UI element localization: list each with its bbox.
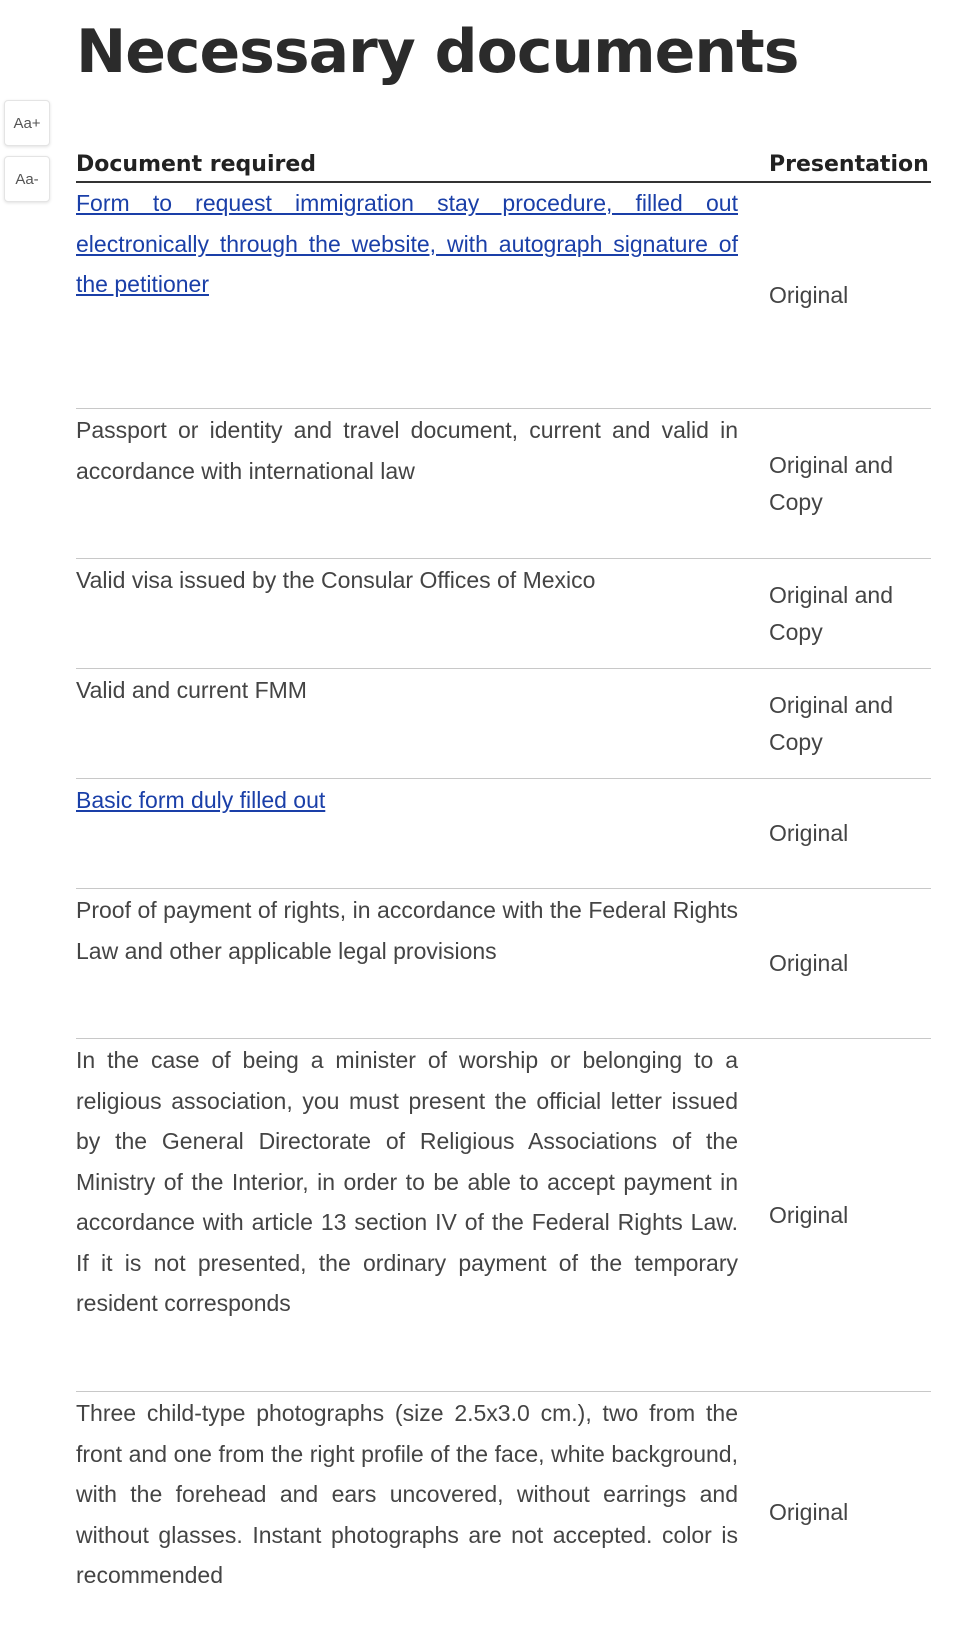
font-size-controls [4,100,52,212]
column-header-document: Document required [76,152,317,177]
documents-table [76,150,931,1632]
presentation-cell: Original and Copy [769,451,894,515]
document-cell: Proof of payment of rights, in accordance with the Federal Rights Law and other applicable legal provisions [76,897,738,964]
presentation-cell: Original [769,1498,849,1525]
presentation-cell: Original and Copy [769,691,894,755]
presentation-cell: Original [769,950,849,976]
increase-font-button[interactable]: Aa+ [4,100,50,146]
document-cell [76,183,738,408]
table-row [76,889,931,1039]
presentation-cell: Original and Copy [769,581,894,645]
document-cell: Three child-type photographs (size 2.5x3.0 cm.), two from the front and one from the right profile of the face, white background, with the forehead and ears uncovered, without earrings and without glasses. Instant photographs are not accepted. color is recommended [76,1400,738,1588]
presentation-cell: Original [769,820,849,846]
presentation-cell: Original [769,282,849,308]
table-row [76,1392,931,1632]
table-row [76,1039,931,1392]
table-row [76,559,931,669]
basic-form-link[interactable]: Basic form duly filled out [76,787,326,813]
table-header [76,150,931,183]
document-cell [76,779,738,888]
document-cell: In the case of being a minister of worship or belonging to a religious association, you must present the official letter issued by the General Directorate of Religious Associations of the Ministry of the Interior, in order to be able to accept payment in accordance with article 13 section IV of the Federal Rights Law. If it is not presented, the ordinary payment of the temporary resident corresponds [76,1047,738,1316]
document-cell: Valid visa issued by the Consular Offices of Mexico [76,567,596,593]
table-row [76,779,931,889]
document-cell: Valid and current FMM [76,677,307,703]
page-title: Necessary documents [76,17,799,87]
document-cell: Passport or identity and travel document, current and valid in accordance with international law [76,417,738,484]
table-row [76,669,931,779]
column-header-presentation: Presentation [769,152,929,177]
presentation-cell: Original [769,1201,849,1228]
table-row [76,183,931,409]
decrease-font-button[interactable]: Aa- [4,156,50,202]
table-row [76,409,931,559]
immigration-stay-form-link[interactable]: Form to request immigration stay procedure, filled out electronically through the website, with autograph signature of the petitioner [76,190,738,297]
